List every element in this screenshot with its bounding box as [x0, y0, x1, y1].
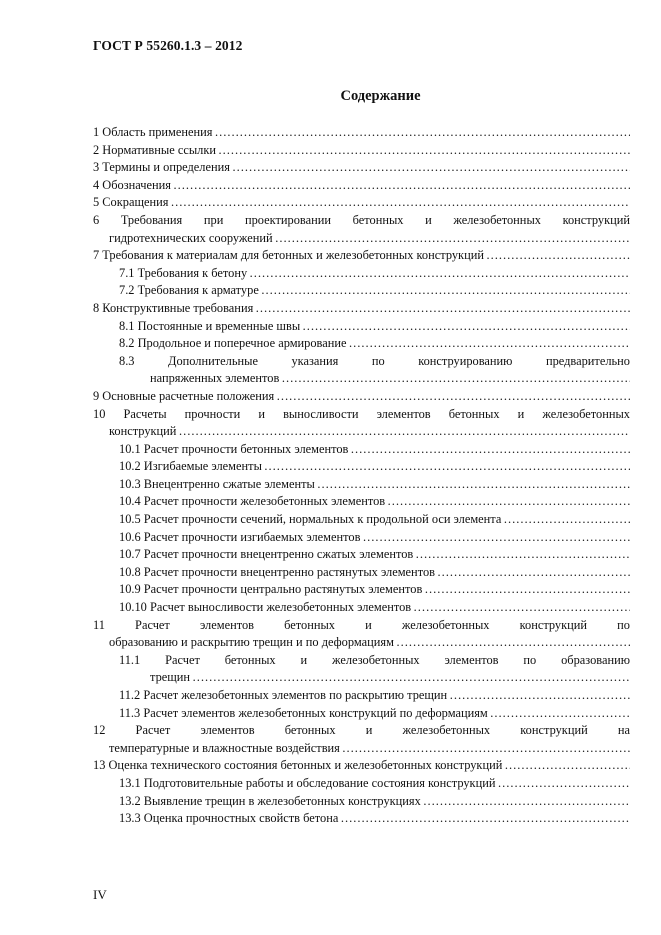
toc-entry[interactable] [93, 441, 630, 459]
toc-entry[interactable] [93, 529, 630, 547]
toc-leader-dots [317, 476, 630, 494]
toc-entry[interactable] [93, 230, 630, 248]
toc-entry-label: 11.2 Расчет железобетонных элементов по раскрытию трещин [119, 688, 448, 702]
toc-entry[interactable] [93, 775, 630, 793]
toc-entry-label: 13.2 Выявление трещин в железобетонных конструкциях [119, 793, 421, 808]
toc-entry-label: 13 Оценка технического состояния бетонных и железобетонных конструкций [93, 758, 503, 773]
toc-entry-label: 11.3 Расчет элементов железобетонных конструкций по деформациям [119, 705, 488, 720]
toc-leader-dots [249, 265, 630, 283]
toc-leader-dots [362, 529, 630, 547]
toc-leader-dots [413, 599, 630, 617]
toc-entry[interactable] [93, 705, 630, 723]
toc-leader-dots [214, 124, 630, 142]
toc-entry-label: 8.3 Дополнительные указания по конструированию предварительно [119, 353, 630, 368]
toc-leader-dots [504, 757, 630, 775]
toc-entry[interactable] [93, 669, 630, 687]
toc-entry-label: 7 Требования к материалам для бетонных и железобетонных конструкций [93, 248, 484, 263]
toc-entry[interactable] [93, 793, 630, 811]
toc-entry-label: 11 Расчет элементов бетонных и железобетонных конструкций по [93, 617, 630, 632]
toc-entry[interactable] [93, 564, 630, 582]
toc-leader-dots [232, 159, 630, 177]
toc-leader-dots [276, 388, 630, 406]
toc-entry[interactable] [93, 810, 630, 828]
toc-entry[interactable] [93, 124, 630, 142]
toc-entry-label: конструкций [109, 424, 177, 439]
toc-entry[interactable] [93, 159, 630, 177]
toc-leader-dots [302, 318, 630, 336]
toc-leader-dots [342, 740, 630, 758]
toc-entry[interactable] [93, 740, 630, 758]
table-of-contents [93, 124, 630, 828]
toc-entry-label: 7.2 Требования к арматуре [119, 283, 259, 298]
toc-entry-label: 10.3 Внецентренно сжатые элементы [119, 476, 315, 491]
toc-leader-dots [387, 493, 630, 511]
toc-leader-dots [490, 705, 630, 723]
toc-entry[interactable] [93, 335, 630, 353]
toc-leader-dots [170, 194, 630, 212]
toc-entry-label: образованию и раскрытию трещин и по деформациям [109, 635, 394, 650]
toc-entry-label: 9 Основные расчетные положения [93, 388, 275, 403]
toc-entry-label: 10.10 Расчет выносливости железобетонных элементов [119, 600, 412, 615]
toc-entry-label: 10.4 Расчет прочности железобетонных элементов [119, 494, 386, 509]
toc-entry[interactable] [93, 687, 630, 705]
toc-entry-label: 8 Конструктивные требования [93, 300, 254, 315]
toc-entry[interactable] [93, 406, 630, 424]
toc-entry-label: 3 Термины и определения [93, 160, 230, 175]
toc-entry-label: 4 Обозначения [93, 177, 171, 192]
toc-entry-label: 10.6 Расчет прочности изгибаемых элементов [119, 529, 361, 544]
toc-leader-dots [415, 546, 630, 564]
toc-entry-label: 6 Требования при проектировании бетонных и железобетонных конструкций [93, 212, 630, 227]
toc-leader-dots [340, 810, 630, 828]
toc-entry-label: 5 Сокращения [93, 195, 169, 210]
toc-entry[interactable] [93, 476, 630, 494]
toc-entry-label: гидротехнических сооружений [109, 230, 273, 245]
toc-leader-dots [178, 423, 630, 441]
toc-entry-label: 11.1 Расчет бетонных и железобетонных элементов по образованию [119, 652, 630, 667]
toc-entry-label: 10.9 Расчет прочности центрально растянутых элементов [119, 582, 423, 597]
toc-entry-label: 13.1 Подготовительные работы и обследование состояния конструкций [119, 775, 496, 790]
toc-leader-dots [449, 687, 630, 705]
toc-entry[interactable] [93, 546, 630, 564]
toc-entry[interactable] [93, 652, 630, 670]
toc-entry[interactable] [93, 511, 630, 529]
toc-entry-label: 10.1 Расчет прочности бетонных элементов [119, 441, 349, 456]
toc-entry-label: напряженных элементов [150, 371, 280, 386]
toc-entry-label: 8.2 Продольное и поперечное армирование [119, 336, 347, 351]
toc-entry[interactable] [93, 634, 630, 652]
toc-entry[interactable] [93, 212, 630, 230]
toc-entry-label: 1 Область применения [93, 125, 213, 139]
toc-leader-dots [503, 511, 630, 529]
toc-entry-label: 10 Расчеты прочности и выносливости элементов бетонных и железобетонных [93, 406, 630, 421]
toc-entry-label: трещин [150, 670, 191, 685]
toc-entry-label: 10.2 Изгибаемые элементы [119, 459, 262, 474]
toc-entry[interactable] [93, 265, 630, 283]
toc-entry[interactable] [93, 617, 630, 635]
toc-entry[interactable] [93, 194, 630, 212]
page-number: IV [93, 887, 107, 902]
toc-entry[interactable] [93, 581, 630, 599]
toc-leader-dots [486, 247, 630, 265]
toc-leader-dots [349, 335, 630, 353]
toc-leader-dots [173, 177, 630, 195]
toc-entry[interactable] [93, 423, 630, 441]
toc-leader-dots [255, 300, 630, 318]
toc-entry[interactable] [93, 282, 630, 300]
toc-leader-dots [264, 458, 630, 476]
toc-entry[interactable] [93, 353, 630, 371]
toc-entry[interactable] [93, 757, 630, 775]
toc-leader-dots [497, 775, 630, 793]
toc-leader-dots [281, 370, 630, 388]
toc-leader-dots [192, 669, 630, 687]
toc-entry[interactable] [93, 458, 630, 476]
toc-leader-dots [424, 581, 630, 599]
toc-entry-label: 12 Расчет элементов бетонных и железобетонных конструкций на [93, 723, 630, 738]
toc-entry[interactable] [93, 599, 630, 617]
toc-entry[interactable] [93, 300, 630, 318]
toc-entry[interactable] [93, 247, 630, 265]
toc-entry[interactable] [93, 722, 630, 740]
toc-leader-dots [275, 230, 630, 248]
toc-entry[interactable] [93, 318, 630, 336]
toc-leader-dots [396, 634, 630, 652]
toc-leader-dots [261, 282, 630, 300]
toc-leader-dots [350, 441, 630, 459]
toc-entry-label: 10.7 Расчет прочности внецентренно сжатых элементов [119, 547, 414, 562]
toc-entry-label: 10.8 Расчет прочности внецентренно растянутых элементов [119, 564, 435, 579]
toc-entry-label: 13.3 Оценка прочностных свойств бетона [119, 811, 339, 826]
toc-entry[interactable] [93, 177, 630, 195]
page-title: Содержание [340, 88, 421, 104]
toc-leader-dots [437, 564, 630, 582]
toc-entry[interactable] [93, 142, 630, 160]
toc-entry[interactable] [93, 493, 630, 511]
toc-leader-dots [423, 793, 630, 811]
document-header: ГОСТ Р 55260.1.3 – 2012 [93, 38, 243, 53]
toc-entry-label: 10.5 Расчет прочности сечений, нормальных к продольной оси элемента [119, 512, 502, 527]
toc-entry-label: температурные и влажностные воздействия [109, 740, 340, 755]
toc-entry[interactable] [93, 370, 630, 388]
toc-entry[interactable] [93, 388, 630, 406]
toc-entry-label: 7.1 Требования к бетону [119, 265, 248, 280]
toc-entry-label: 8.1 Постоянные и временные швы [119, 318, 301, 333]
toc-leader-dots [218, 142, 630, 160]
toc-entry-label: 2 Нормативные ссылки [93, 142, 216, 157]
